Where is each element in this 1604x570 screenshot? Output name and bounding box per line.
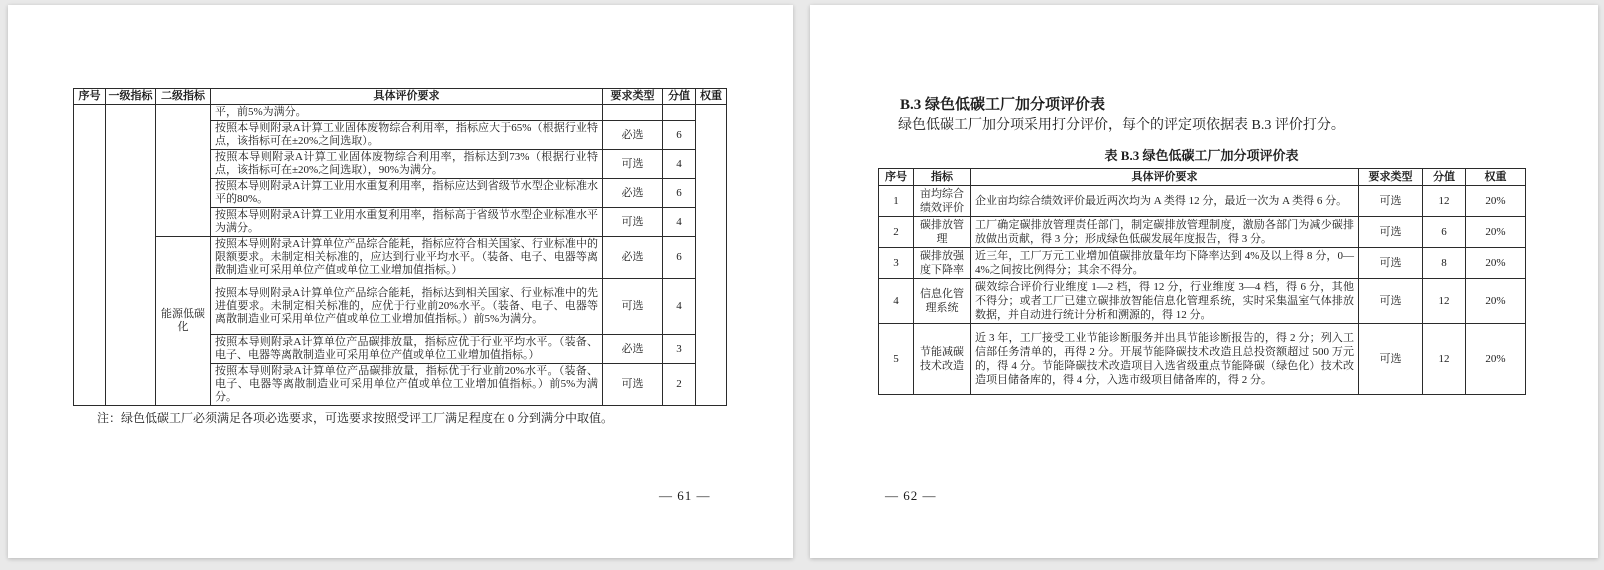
col-header-indicator: 指标 [914, 169, 971, 186]
cell-indicator: 亩均综合绩效评价 [914, 186, 971, 217]
table-note: 注：绿色低碳工厂必须满足各项必选要求，可选要求按照受评工厂满足程度在 0 分到满分中取值。 [97, 411, 614, 425]
cell-score: 12 [1423, 324, 1466, 395]
cell-requirement: 近三年，工厂万元工业增加值碳排放量年均下降率达到 4%及以上得 8 分，0—4%之间按比例得分；其余不得分。 [971, 248, 1359, 279]
table-row [879, 279, 1526, 324]
table-row [879, 217, 1526, 248]
cell-score: 6 [663, 237, 696, 279]
document-page-61 [8, 5, 793, 558]
cell-score: 4 [663, 208, 696, 237]
cell-type: 必选 [603, 335, 663, 364]
col-header-score: 分值 [663, 89, 696, 105]
col-header-requirement: 具体评价要求 [971, 169, 1359, 186]
evaluation-table-continued [73, 88, 727, 406]
section-paragraph: 绿色低碳工厂加分项采用打分评价，每个的评定项依据表 B.3 评价打分。 [898, 118, 1345, 133]
cell-score: 6 [663, 121, 696, 150]
cell-index: 2 [879, 217, 914, 248]
cell-type: 必选 [603, 121, 663, 150]
cell-type: 可选 [603, 150, 663, 179]
cell-score: 4 [663, 279, 696, 335]
cell-requirement: 按照本导则附录A计算单位产品碳排放量，指标优于行业前20%水平。（装备、电子、电器等离散制造业可采用单位产值或单位工业增加值指标。）前5%为满分。 [211, 364, 603, 406]
cell-indicator: 信息化管理系统 [914, 279, 971, 324]
page-number-61: — 61 — [659, 488, 711, 503]
cell-indicator: 节能减碳技术改造 [914, 324, 971, 395]
cell-score: 4 [663, 150, 696, 179]
table-row [879, 248, 1526, 279]
cell-score: 8 [1423, 248, 1466, 279]
cell-level1-empty [106, 105, 156, 406]
col-header-requirement: 具体评价要求 [211, 89, 603, 105]
cell-score: 6 [663, 179, 696, 208]
col-header-level1: 一级指标 [106, 89, 156, 105]
cell-index: 3 [879, 248, 914, 279]
col-header-weight: 权重 [696, 89, 727, 105]
cell-score: 6 [1423, 217, 1466, 248]
table-row [74, 105, 727, 121]
bonus-evaluation-table [878, 168, 1526, 395]
cell-weight: 20% [1466, 186, 1526, 217]
cell-type: 可选 [1359, 186, 1423, 217]
cell-type: 必选 [603, 237, 663, 279]
col-header-type: 要求类型 [603, 89, 663, 105]
table-header-row [74, 89, 727, 105]
cell-indicator: 碳排放强度下降率 [914, 248, 971, 279]
cell-index: 4 [879, 279, 914, 324]
cell-index: 1 [879, 186, 914, 217]
table-row [74, 237, 727, 279]
cell-requirement: 按照本导则附录A计算工业用水重复利用率，指标高于省级节水型企业标准水平为满分。 [211, 208, 603, 237]
col-header-index: 序号 [879, 169, 914, 186]
section-heading-b3: B.3 绿色低碳工厂加分项评价表 [900, 97, 1106, 113]
cell-type: 必选 [603, 179, 663, 208]
cell-type: 可选 [1359, 279, 1423, 324]
col-header-score: 分值 [1423, 169, 1466, 186]
cell-requirement: 平，前5%为满分。 [211, 105, 603, 121]
cell-type: 可选 [1359, 217, 1423, 248]
table-caption-b3: 表 B.3 绿色低碳工厂加分项评价表 [1104, 148, 1299, 163]
cell-requirement: 按照本导则附录A计算单位产品碳排放量，指标应优于行业平均水平。（装备、电子、电器等离散制造业可采用单位产值或单位工业增加值指标。） [211, 335, 603, 364]
col-header-level2: 二级指标 [156, 89, 211, 105]
cell-type: 可选 [1359, 248, 1423, 279]
cell-score: 3 [663, 335, 696, 364]
document-page-62 [810, 5, 1598, 558]
cell-score: 2 [663, 364, 696, 406]
cell-weight: 20% [1466, 279, 1526, 324]
cell-type: 可选 [1359, 324, 1423, 395]
page-number-62: — 62 — [885, 488, 937, 503]
cell-requirement: 按照本导则附录A计算单位产品综合能耗，指标达到相关国家、行业标准中的先进值要求。未制定相关标准的，应优于行业前20%水平。（装备、电子、电器等离散制造业可采用单位产值或单位工业增加值指标。）前5%为满分。 [211, 279, 603, 335]
cell-requirement: 按照本导则附录A计算单位产品综合能耗，指标应符合相关国家、行业标准中的限额要求。未制定相关标准的，应达到行业平均水平。（装备、电子、电器等离散制造业可采用单位产值或单位工业增加值指标。） [211, 237, 603, 279]
table-row [879, 324, 1526, 395]
cell-type: 可选 [603, 208, 663, 237]
cell-requirement: 碳效综合评价行业维度 1—2 档，得 12 分，行业维度 3—4 档，得 6 分，其他不得分；或者工厂已建立碳排放智能信息化管理系统，实时采集温室气体排放数据，并自动进行统计分析和溯源的，得 12 分。 [971, 279, 1359, 324]
cell-score: 12 [1423, 279, 1466, 324]
cell-index-empty [74, 105, 106, 406]
cell-weight: 20% [1466, 217, 1526, 248]
cell-weight: 20% [1466, 248, 1526, 279]
cell-requirement: 企业亩均综合绩效评价最近两次均为 A 类得 12 分，最近一次为 A 类得 6 分。 [971, 186, 1359, 217]
col-header-index: 序号 [74, 89, 106, 105]
col-header-type: 要求类型 [1359, 169, 1423, 186]
cell-level2-empty [156, 105, 211, 237]
cell-type: 可选 [603, 364, 663, 406]
cell-weight-empty [696, 105, 727, 406]
table-row [879, 186, 1526, 217]
cell-requirement: 工厂确定碳排放管理责任部门，制定碳排放管理制度，激励各部门为减少碳排放做出贡献，得 3 分；形成绿色低碳发展年度报告，得 3 分。 [971, 217, 1359, 248]
cell-level2-energy: 能源低碳化 [156, 237, 211, 406]
cell-type [603, 105, 663, 121]
cell-requirement: 按照本导则附录A计算工业用水重复利用率，指标应达到省级节水型企业标准水平的80%。 [211, 179, 603, 208]
cell-score: 12 [1423, 186, 1466, 217]
cell-score [663, 105, 696, 121]
col-header-weight: 权重 [1466, 169, 1526, 186]
cell-indicator: 碳排放管理 [914, 217, 971, 248]
cell-requirement: 近 3 年，工厂接受工业节能诊断服务并出具节能诊断报告的，得 2 分；列入工信部任务清单的，再得 2 分。开展节能降碳技术改造且总投资额超过 500 万元的，得 4 分。节能降碳技术改造项目入选省级重点节能降碳（绿色化）技术改造项目储备库的，得 4 分，入选市级项目储备库的，得 2 分。 [971, 324, 1359, 395]
cell-weight: 20% [1466, 324, 1526, 395]
cell-index: 5 [879, 324, 914, 395]
cell-requirement: 按照本导则附录A计算工业固体废物综合利用率，指标达到73%（根据行业特点，该指标可在±20%之间选取），90%为满分。 [211, 150, 603, 179]
cell-requirement: 按照本导则附录A计算工业固体废物综合利用率，指标应大于65%（根据行业特点，该指标可在±20%之间选取）。 [211, 121, 603, 150]
cell-type: 可选 [603, 279, 663, 335]
table-header-row [879, 169, 1526, 186]
